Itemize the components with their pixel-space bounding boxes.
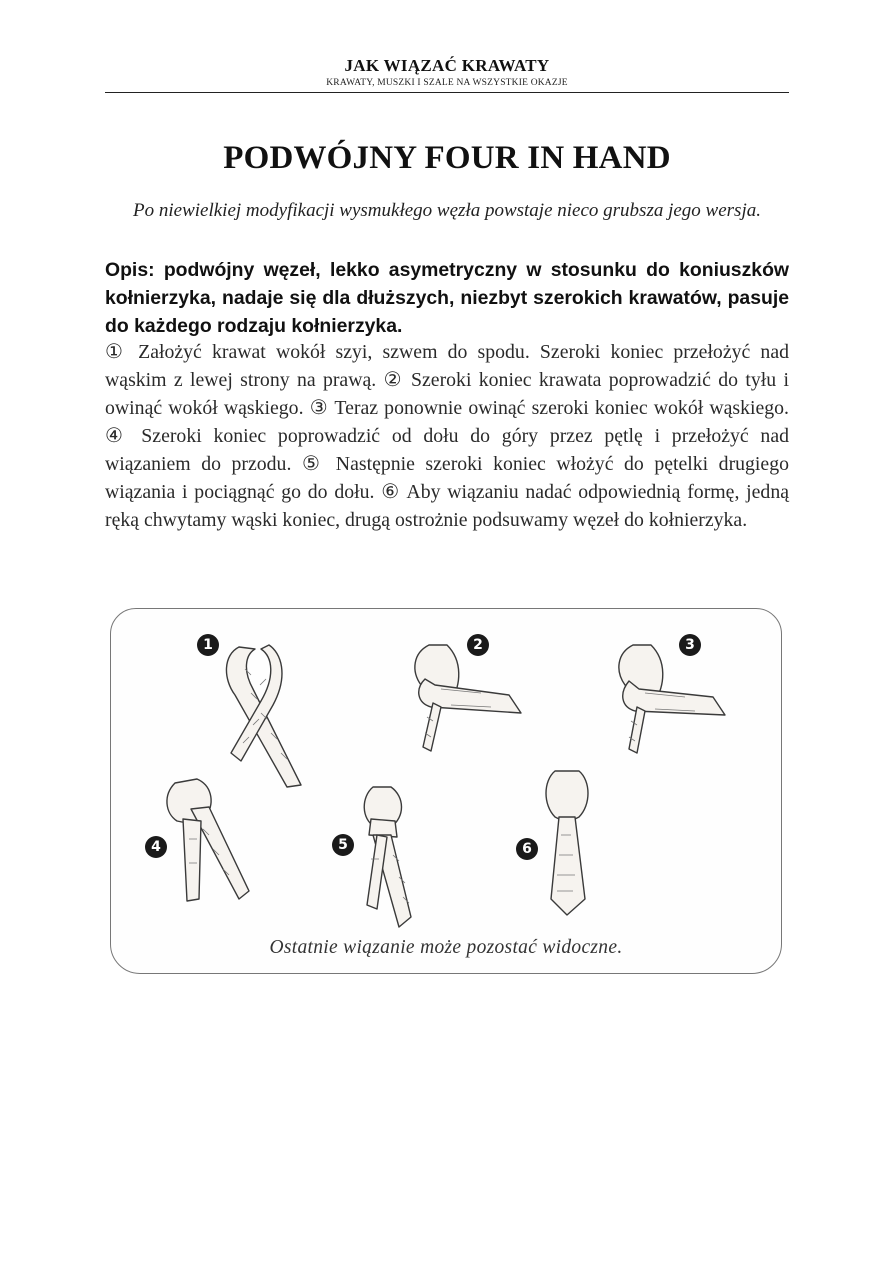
figure-caption: Ostatnie wiązanie może pozostać widoczne. <box>269 937 623 958</box>
intro-text: Po niewielkiej modyfikacji wysmukłego węzła powstaje nieco grubsza jego wersja. <box>133 200 761 221</box>
step-1-number: 1 <box>203 637 213 653</box>
running-header <box>105 56 789 88</box>
step-5-text: ⑤ Następnie szeroki koniec włożyć do pętelki drugiego wiązania i pociągnąć go do dołu. <box>105 453 789 503</box>
step-3-drawing <box>619 645 725 753</box>
step-1-drawing <box>226 645 301 787</box>
step-1-text: ① Założyć krawat wokół szyi, szwem do spodu. Szeroki koniec przełożyć nad wąskim z lewej strony na prawą. <box>105 341 789 391</box>
step-1-badge <box>197 634 219 656</box>
description: Opis: podwójny węzeł, lekko asymetryczny w stosunku do koniuszków kołnierzyka, nadaje się dla dłuższych, niezbyt szerokich krawatów, pasuje do każdego rodzaju kołnierzyka. <box>105 259 789 337</box>
header-divider <box>105 92 789 93</box>
step-4-drawing <box>167 779 249 901</box>
step-2-text: ② Szeroki koniec krawata poprowadzić do tyłu i owinąć wokół wąskiego. <box>105 369 789 419</box>
tie-illustration-frame <box>110 608 782 974</box>
header-subtitle: KRAWATY, MUSZKI I SZALE NA WSZYSTKIE OKAZJE <box>326 78 568 88</box>
step-3-badge <box>679 634 701 656</box>
step-5-drawing <box>364 787 411 927</box>
step-4-number: 4 <box>151 839 161 855</box>
step-4-text: ④ Szeroki koniec poprowadzić od dołu do góry przez pętlę i przełożyć nad wiązaniem do przodu. <box>105 425 789 475</box>
header-title: JAK WIĄZAĆ KRAWATY <box>344 56 550 75</box>
step-3-text: ③ Teraz ponownie owinąć szeroki koniec wokół wąskiego. <box>309 397 790 419</box>
step-6-badge <box>516 838 538 860</box>
step-5-badge <box>332 834 354 856</box>
step-6-text: ⑥ Aby wiązaniu nadać odpowiednią formę, jedną ręką chwytamy wąski koniec, drugą ostrożnie podsuwamy węzeł do kołnierzyka. <box>105 481 789 531</box>
page-title: PODWÓJNY FOUR IN HAND <box>223 140 671 176</box>
step-3-number: 3 <box>685 637 695 653</box>
step-2-number: 2 <box>473 637 483 653</box>
tie-illustration <box>111 609 781 973</box>
step-2-badge <box>467 634 489 656</box>
step-5-number: 5 <box>338 837 348 853</box>
steps-paragraph <box>105 338 789 534</box>
step-4-badge <box>145 836 167 858</box>
step-2-drawing <box>415 645 521 751</box>
step-6-drawing <box>546 771 588 915</box>
step-6-number: 6 <box>522 841 532 857</box>
